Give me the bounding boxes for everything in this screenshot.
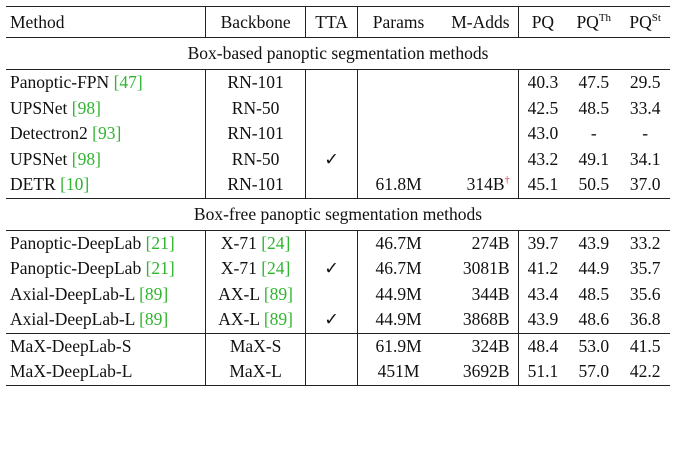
panoptic-results-table	[6, 6, 670, 386]
header-method: Method	[6, 7, 206, 38]
pq-st-cell: 36.8	[620, 307, 670, 333]
backbone-name: AX-L	[218, 283, 264, 304]
madds-cell	[435, 307, 518, 333]
pq-st-cell: 35.6	[629, 283, 661, 304]
table-row	[6, 172, 670, 198]
method-citation: [98]	[71, 148, 101, 169]
method-name: MaX-DeepLab-L	[10, 361, 133, 382]
params-cell: 44.9M	[358, 307, 436, 333]
pq-st-cell: 29.5	[629, 72, 661, 93]
backbone-cell	[206, 333, 306, 359]
method-citation: [89]	[139, 309, 169, 330]
backbone-cell	[206, 256, 306, 282]
pq-cell: 43.9	[518, 307, 567, 333]
header-tta: TTA	[306, 7, 358, 38]
results-table-container	[6, 6, 670, 454]
pq-cell: 43.4	[527, 283, 559, 304]
method-cell	[6, 70, 206, 96]
tta-check	[306, 121, 358, 147]
method-name: Axial-DeepLab-L	[10, 283, 140, 304]
tta-check	[306, 172, 358, 198]
pq-th-cell: 50.5	[567, 172, 620, 198]
madds-cell	[435, 96, 518, 122]
header-madds: M-Adds	[435, 7, 518, 38]
header-pq-st-base: PQ	[629, 11, 652, 32]
method-cell	[6, 96, 206, 122]
method-cell	[6, 282, 206, 308]
tta-check	[306, 359, 358, 385]
pq-cell: 40.3	[527, 72, 559, 93]
pq-th-cell: -	[590, 123, 597, 144]
method-citation: [98]	[71, 97, 101, 118]
table-row	[6, 282, 670, 308]
table-row	[6, 121, 670, 147]
pq-st-cell: 34.1	[629, 148, 661, 169]
backbone-cell	[206, 96, 306, 122]
pq-cell: 43.0	[527, 123, 559, 144]
method-name: UPSNet	[10, 148, 72, 169]
backbone-name: RN-101	[227, 123, 284, 144]
madds-cell	[435, 230, 518, 256]
backbone-cell	[206, 121, 306, 147]
madds-cell	[435, 70, 518, 96]
method-cell	[6, 230, 206, 256]
section-box-based-label: Box-based panoptic segmentation methods	[6, 38, 670, 70]
backbone-name: MaX-S	[229, 335, 282, 356]
pq-st-cell: 35.7	[629, 258, 661, 279]
backbone-citation: [89]	[263, 309, 293, 330]
pq-cell: 43.2	[527, 148, 559, 169]
pq-th-cell: 53.0	[578, 335, 610, 356]
method-citation: [89]	[139, 283, 169, 304]
params-cell: 46.7M	[375, 232, 422, 253]
table-row	[6, 256, 670, 282]
pq-th-cell: 43.9	[578, 232, 610, 253]
pq-st-cell: 33.4	[629, 97, 661, 118]
backbone-name: RN-50	[231, 97, 280, 118]
pq-st-cell: 41.5	[629, 335, 661, 356]
header-backbone: Backbone	[206, 7, 306, 38]
params-cell: 451M	[358, 359, 436, 385]
pq-st-cell: 37.0	[620, 172, 670, 198]
table-body	[6, 38, 670, 386]
backbone-citation: [24]	[261, 258, 291, 279]
pq-th-cell: 48.5	[578, 283, 610, 304]
pq-th-cell: 49.1	[578, 148, 610, 169]
madds-cell	[435, 147, 518, 173]
madds-cell	[435, 256, 518, 282]
method-citation: [47]	[113, 72, 143, 93]
backbone-cell	[206, 230, 306, 256]
backbone-name: MaX-L	[229, 361, 282, 382]
tta-check: ✓	[306, 256, 358, 282]
pq-cell: 39.7	[527, 232, 559, 253]
section-box-free-label: Box-free panoptic segmentation methods	[6, 198, 670, 230]
backbone-cell	[206, 359, 306, 385]
backbone-cell	[206, 172, 306, 198]
method-cell	[6, 359, 206, 385]
pq-th-cell: 57.0	[567, 359, 620, 385]
madds-value: 274B	[471, 232, 510, 253]
tta-check: ✓	[306, 307, 358, 333]
method-citation: [10]	[60, 174, 90, 195]
pq-st-cell: -	[642, 123, 649, 144]
method-citation: [21]	[145, 232, 175, 253]
tta-check	[306, 230, 358, 256]
madds-cell	[435, 121, 518, 147]
table-row	[6, 307, 670, 333]
pq-st-cell: 42.2	[620, 359, 670, 385]
table-row	[6, 333, 670, 359]
method-name: Detectron2	[10, 123, 93, 144]
madds-value: 3868B	[462, 309, 510, 330]
header-params: Params	[358, 7, 436, 38]
madds-value: 324B	[471, 335, 510, 356]
method-cell	[6, 256, 206, 282]
pq-th-cell: 47.5	[578, 72, 610, 93]
section-box-free	[6, 198, 670, 230]
madds-cell	[435, 282, 518, 308]
tta-check	[306, 282, 358, 308]
backbone-cell	[206, 282, 306, 308]
tta-check	[306, 70, 358, 96]
method-cell	[6, 121, 206, 147]
madds-cell	[435, 333, 518, 359]
method-cell	[6, 333, 206, 359]
method-name: Panoptic-FPN	[10, 72, 114, 93]
pq-cell: 45.1	[518, 172, 567, 198]
backbone-citation: [89]	[263, 283, 293, 304]
header-pq: PQ	[518, 7, 567, 38]
section-box-based	[6, 38, 670, 70]
backbone-name: RN-101	[227, 174, 284, 195]
params-cell	[358, 70, 436, 96]
method-name: Panoptic-DeepLab	[10, 258, 146, 279]
method-name: DETR	[10, 174, 61, 195]
method-name: MaX-DeepLab-S	[10, 335, 132, 356]
pq-cell: 41.2	[527, 258, 559, 279]
params-cell: 46.7M	[375, 258, 422, 279]
params-cell	[358, 121, 436, 147]
header-row	[6, 7, 670, 38]
pq-th-cell: 48.6	[567, 307, 620, 333]
table-row	[6, 70, 670, 96]
method-cell	[6, 147, 206, 173]
madds-cell	[435, 359, 518, 385]
backbone-citation: [24]	[261, 232, 291, 253]
method-name: Axial-DeepLab-L	[10, 309, 140, 330]
madds-cell	[435, 172, 518, 198]
backbone-name: X-71	[220, 232, 262, 253]
tta-check	[306, 96, 358, 122]
method-cell	[6, 172, 206, 198]
pq-st-cell: 33.2	[629, 232, 661, 253]
header-pq-th-base: PQ	[576, 11, 599, 32]
backbone-name: RN-101	[227, 72, 284, 93]
madds-value: 3692B	[462, 361, 510, 382]
method-name: Panoptic-DeepLab	[10, 232, 146, 253]
table-row	[6, 230, 670, 256]
method-citation: [21]	[145, 258, 175, 279]
table-row	[6, 96, 670, 122]
table-row	[6, 359, 670, 385]
params-cell	[358, 147, 436, 173]
tta-check: ✓	[306, 147, 358, 173]
tta-check	[306, 333, 358, 359]
pq-cell: 42.5	[527, 97, 559, 118]
backbone-name: X-71	[220, 258, 262, 279]
madds-value: 3081B	[462, 258, 510, 279]
header-pq-st-sup: St	[651, 11, 661, 24]
madds-footnote-mark: †	[504, 175, 510, 187]
madds-value: 314B	[466, 174, 505, 195]
header-pq-th-sup: Th	[598, 11, 612, 24]
madds-value: 344B	[471, 283, 510, 304]
pq-cell: 51.1	[518, 359, 567, 385]
backbone-cell	[206, 70, 306, 96]
backbone-name: AX-L	[218, 309, 264, 330]
pq-th-cell: 48.5	[578, 97, 610, 118]
params-cell: 44.9M	[375, 283, 422, 304]
method-citation: [93]	[92, 123, 122, 144]
backbone-name: RN-50	[231, 148, 280, 169]
header-pq-st	[620, 7, 670, 38]
pq-th-cell: 44.9	[578, 258, 610, 279]
params-cell	[358, 96, 436, 122]
backbone-cell	[206, 307, 306, 333]
params-cell: 61.8M	[358, 172, 436, 198]
params-cell: 61.9M	[375, 335, 422, 356]
pq-cell: 48.4	[527, 335, 559, 356]
table-row	[6, 147, 670, 173]
method-name: UPSNet	[10, 97, 72, 118]
header-pq-th	[567, 7, 620, 38]
method-cell	[6, 307, 206, 333]
backbone-cell	[206, 147, 306, 173]
